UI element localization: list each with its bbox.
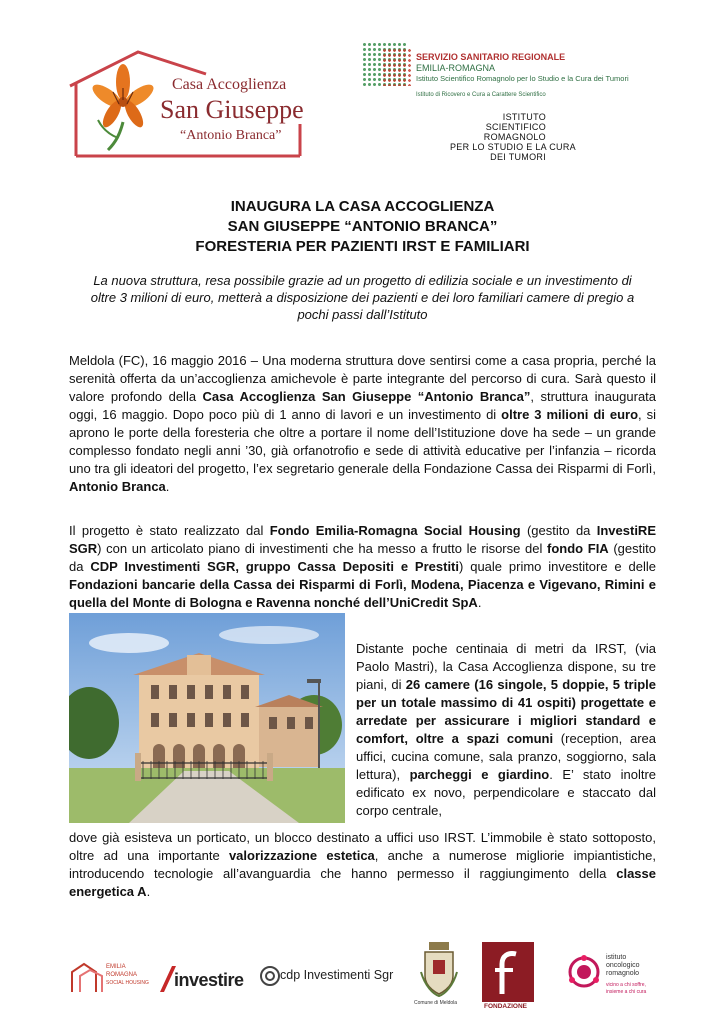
irst-line: ISTITUTO	[502, 112, 546, 122]
text-run: (gestito da	[69, 541, 656, 574]
bold-run: Fondazioni bancarie della Cassa dei Risparmi di Forlì, Modena, Piacenza e Vigevano, Rimini e quella del Monte di Bologna e Ravenna nonché dell’UniCredit SpA	[69, 577, 656, 610]
irst-line: ROMAGNOLO	[483, 132, 546, 142]
comune-meldola-logo	[414, 942, 464, 1012]
bold-run: Fondo Emilia-Romagna Social Housing	[269, 523, 521, 538]
ior-line1: istituto	[606, 954, 627, 961]
text-run: , struttura inaugurata oggi, 16 maggio. Dopo poco più di 1 anno di lavori e un investimento di	[69, 389, 657, 422]
paragraph-4	[69, 829, 656, 901]
text-run: ) quale primo investitore e delle	[459, 559, 656, 574]
ior-line3: romagnolo	[606, 970, 640, 977]
headline-line1: INAUGURA LA CASA ACCOGLIENZA	[230, 198, 495, 215]
text-run: Il progetto è stato realizzato dal	[69, 523, 270, 538]
headline	[0, 197, 725, 257]
building-image	[69, 613, 345, 823]
fondazione-logo	[482, 942, 534, 1014]
headline-line2: SAN GIUSEPPE “ANTONIO BRANCA”	[227, 218, 498, 235]
comune-label: Comune di Meldola	[414, 1000, 458, 1006]
bold-run: parcheggi e giardino	[409, 767, 550, 782]
bold-run: oltre 3 milioni di euro	[501, 407, 639, 422]
casa-accoglienza-logo	[68, 50, 308, 160]
fondazione-label: FONDAZIONE	[484, 1003, 527, 1010]
irst-line: PER LO STUDIO E LA CURA	[450, 142, 576, 152]
text-run: (reception, area uffici, cucina comune, sala pranzo, soggiorno, sala lettura),	[356, 731, 656, 782]
irst-line: DEI TUMORI	[490, 152, 546, 162]
text-run: .	[146, 884, 151, 899]
casa-logo-line1: Casa Accoglienza	[172, 76, 287, 93]
bold-run: Casa Accoglienza San Giuseppe “Antonio Branca”	[202, 389, 531, 404]
bold-run: CDP Investimenti SGR, gruppo Cassa Depositi e Prestiti	[90, 559, 460, 574]
building-photo	[69, 613, 345, 823]
irst-line: SCIENTIFICO	[485, 122, 546, 132]
bold-run: InvestiRE SGR	[69, 523, 656, 556]
investire-wordmark: investire	[174, 970, 244, 990]
paragraph-1	[69, 352, 656, 496]
emilia-line3: SOCIAL HOUSING	[106, 980, 149, 986]
bold-run: Antonio Branca	[69, 479, 166, 494]
ior-line2: oncologico	[606, 962, 640, 969]
servizio-sanitario-logo	[362, 42, 682, 104]
investire-logo	[160, 966, 250, 996]
text-run: dove già esisteva un porticato, un blocco destinato a uffici uso IRST. L’immobile è stato sottoposto, oltre ad una importante	[69, 830, 656, 863]
paragraph-3	[356, 640, 656, 820]
ior-flower-icon	[566, 954, 602, 990]
emilia-social-housing-logo	[70, 960, 150, 1000]
ior-line5: insieme a chi cura	[606, 989, 647, 995]
text-run: .	[477, 595, 482, 610]
text-run: , anche a numerose migliorie impiantistiche, introducendo tecnologie all’avanguardia che hanno permesso il raggiungimento della	[69, 848, 656, 881]
house-outline-icon	[70, 962, 108, 994]
text-run: (gestito da	[520, 523, 597, 538]
text-run: , si aprono le porte della foresteria che oltre a portare il nome dell’Istituzione dove ha sede – un grande complesso fondato negli anni ’30, già orfanotrofio e sede di attività educative per l’infanzia – ricorda uno tra gli ideatori del progetto, l’ex segretario generale della Fondazione Cassa dei Risparmi di Forlì,	[69, 407, 656, 476]
bold-run: fondo FIA	[547, 541, 609, 556]
text-run: Meldola (FC), 16 maggio 2016 – Una moderna struttura dove sentirsi come a casa propria, perché la serenità offerta da un’accoglienza amichevole è parte integrante del percorso di cura. Sarà questo il valore profondo della	[69, 353, 656, 404]
ior-logo	[566, 952, 676, 1004]
fondazione-f-icon	[482, 942, 534, 1002]
bold-run: classe energetica A	[69, 866, 656, 899]
ssr-line3: Istituto Scientifico Romagnolo per lo Studio e la Cura dei Tumori	[416, 74, 629, 83]
casa-logo-line3: “Antonio Branca”	[180, 128, 282, 143]
cdp-logo	[260, 962, 394, 994]
dot-pattern-red-icon	[382, 48, 412, 86]
text-run: ) con un articolato piano di investimenti che ha messo a frutto le risorse del	[97, 541, 548, 556]
bold-run: valorizzazione estetica	[228, 848, 375, 863]
cdp-mark-icon	[260, 962, 280, 990]
emilia-line1: EMILIA	[106, 964, 126, 970]
headline-line3: FORESTERIA PER PAZIENTI IRST E FAMILIARI	[195, 238, 530, 255]
cdp-wordmark: cdp Investimenti Sgr	[280, 968, 394, 982]
text-run: . E’ stato inoltre edificato ex novo, perpendicolare e staccato dal corpo centrale,	[356, 767, 656, 818]
ior-line4: vicino a chi soffre,	[606, 982, 646, 988]
partner-logos	[0, 938, 725, 1018]
bold-run: 26 camere (16 singole, 5 doppie, 5 triple per un totale massimo di 41 ospiti) progettate e arredate per assicurare i migliori standard e comfort, oltre a spazi comuni	[356, 677, 657, 746]
coat-of-arms-icon	[419, 942, 459, 998]
casa-logo-line2: San Giuseppe	[160, 95, 304, 124]
ssr-line4: Istituto di Ricovero e Cura a Carattere Scientifico	[416, 92, 546, 98]
emilia-line2: ROMAGNA	[106, 972, 138, 978]
subtitle: La nuova struttura, resa possibile grazie ad un progetto di edilizia sociale e un investimento di oltre 3 milioni di euro, metterà a disposizione dei pazienti e dei loro familiari camere di pregio a pochi passi dall’Istituto	[90, 273, 635, 322]
text-run: .	[165, 479, 170, 494]
ssr-line2: EMILIA-ROMAGNA	[416, 63, 496, 73]
text-run: Distante poche centinaia di metri da IRST, (via Paolo Mastri), la Casa Accoglienza dispone, su tre piani, di	[356, 641, 656, 692]
ssr-line1: SERVIZIO SANITARIO REGIONALE	[416, 52, 566, 62]
irst-logo	[450, 112, 576, 170]
paragraph-2	[69, 522, 656, 612]
